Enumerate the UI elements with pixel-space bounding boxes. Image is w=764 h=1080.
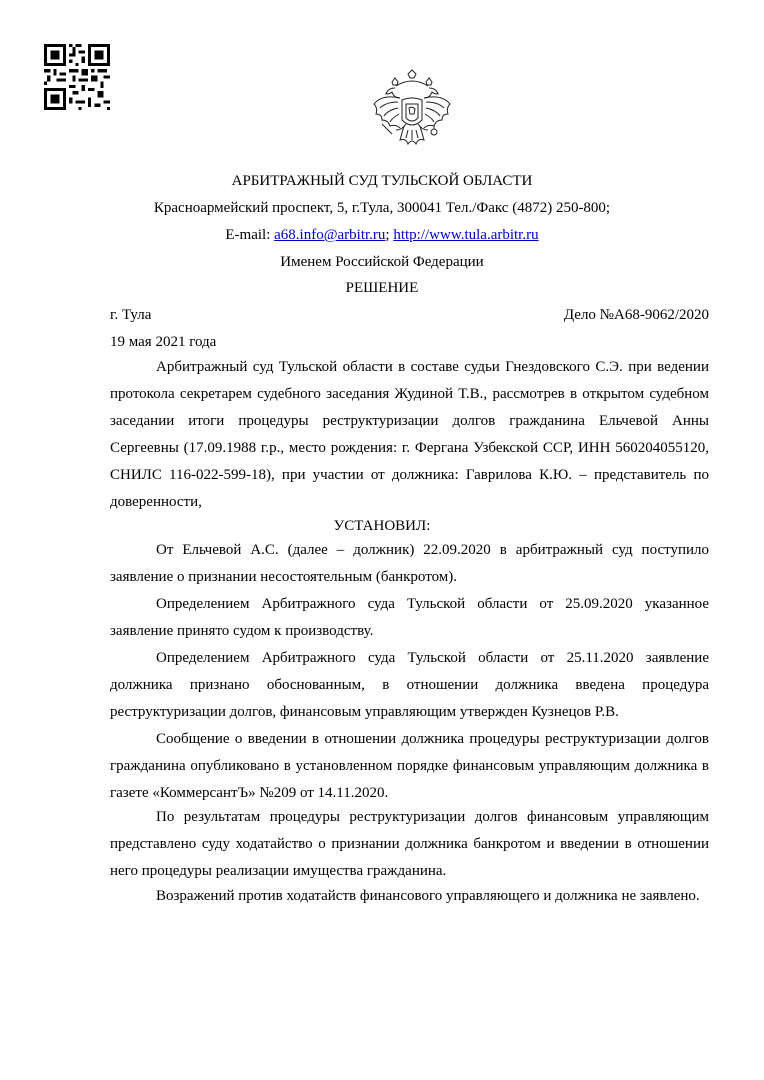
court-contacts: [0, 226, 764, 244]
body-paragraph-2: Определением Арбитражного суда Тульской области от 25.09.2020 указанное заявление принято судом к производству.: [110, 596, 709, 639]
established-heading: УСТАНОВИЛ:: [333, 518, 431, 534]
email-prefix: E-mail:: [225, 227, 275, 243]
city: г. Тула: [110, 307, 152, 323]
case-number: Дело №А68-9062/2020: [563, 307, 709, 323]
coat-of-arms-emblem: [368, 68, 456, 160]
intro-paragraph: Арбитражный суд Тульской области в составе судьи Гнездовского С.Э. при ведении протокола секретарем судебного заседания Жудиной Т.В., рассмотрев в открытом судебном заседании итоги процедуры реструктуризации долгов гражданина Ельчевой Анны Сергеевны (17.09.1988 г.р., место рождения: г. Фергана Узбекской ССР, ИНН 560204055120, СНИЛС 116-022-599-18), при участии от должника: Гаврилова К.Ю. – представитель по доверенности,: [110, 359, 709, 510]
contacts-separator: ;: [385, 227, 394, 243]
body-paragraph-5: По результатам процедуры реструктуризации долгов финансовым управляющим представлено суду ходатайство о признании должника банкротом и введении в отношении него процедуры реализации имущества гражданина.: [110, 809, 709, 879]
decision-date: 19 мая 2021 года: [110, 334, 217, 350]
body-paragraph-3: Определением Арбитражного суда Тульской области от 25.11.2020 заявление должника признано обоснованным, в отношении должника введена процедура реструктуризации долгов, финансовым управляющим утвержден Кузнецов Р.В.: [110, 650, 709, 720]
website-link[interactable]: http://www.tula.arbitr.ru: [393, 227, 539, 243]
email-link[interactable]: a68.info@arbitr.ru: [274, 227, 386, 243]
document-type-heading: РЕШЕНИЕ: [345, 280, 419, 296]
body-paragraph-4: Сообщение о введении в отношении должника процедуры реструктуризации долгов гражданина опубликовано в установленном порядке финансовым управляющим должника в газете «КоммерсантЪ» №209 от 14.11.2020.: [110, 731, 709, 801]
in-name-of: Именем Российской Федерации: [280, 254, 484, 270]
qr-code-icon: [44, 44, 110, 110]
court-name: АРБИТРАЖНЫЙ СУД ТУЛЬСКОЙ ОБЛАСТИ: [231, 173, 533, 189]
body-paragraph-6: Возражений против ходатайств финансового управляющего и должника не заявлено.: [156, 888, 700, 904]
court-address: Красноармейский проспект, 5, г.Тула, 300041 Тел./Факс (4872) 250-800;: [153, 200, 611, 216]
body-paragraph-1: От Ельчевой А.С. (далее – должник) 22.09.2020 в арбитражный суд поступило заявление о признании несостоятельным (банкротом).: [110, 542, 709, 585]
